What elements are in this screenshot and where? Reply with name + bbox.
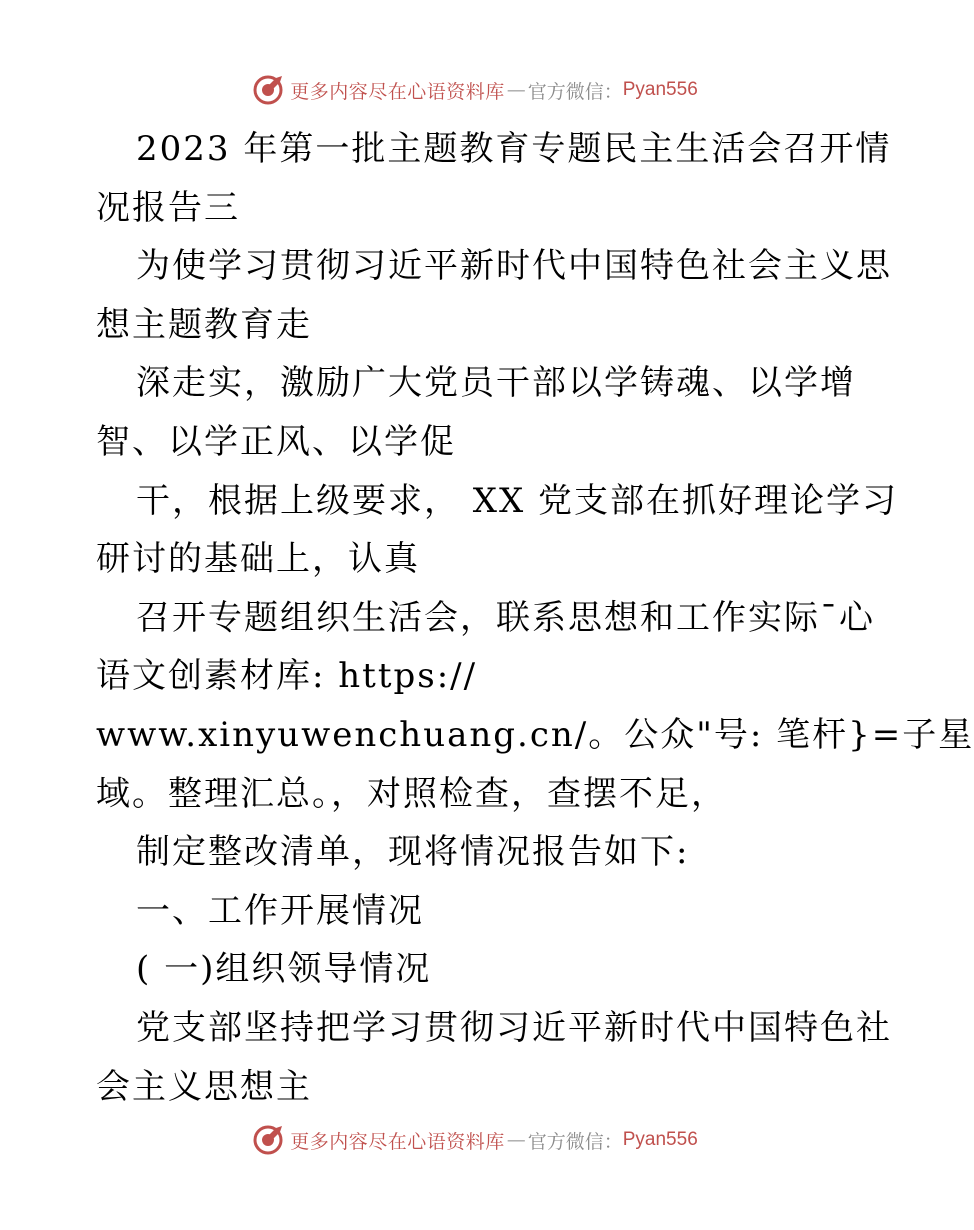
banner-separator: — <box>506 1129 526 1151</box>
text-line: 域。整理汇总。，对照检查，查摆不足， <box>96 773 727 814</box>
banner-wechat-id: Pyan556 <box>622 79 698 100</box>
text-line: 2023 年第一批主题教育专题民主生活会召开情 <box>136 129 892 169</box>
header-banner <box>0 70 950 110</box>
text-line: www.xinyuwenchuang.cn/。公众"号: 笔杆}=子星 <box>96 714 974 755</box>
banner-wechat-id: Pyan556 <box>622 1129 698 1150</box>
text-line: 况报告三 <box>96 187 240 228</box>
document-body <box>96 120 974 1116</box>
quill-circle-logo-icon <box>252 1124 284 1156</box>
text-line: 为使学习贯彻习近平新时代中国特色社会主义思 <box>136 246 892 287</box>
text-line: 召开专题组织生活会，联系思想和工作实际¯心 <box>136 597 875 638</box>
text-line: 研讨的基础上，认真 <box>96 539 420 580</box>
text-line: ( 一)组织领导情况 <box>136 949 432 990</box>
quill-circle-logo-icon <box>252 74 284 106</box>
text-line: 制定整改清单，现将情况报告如下: <box>136 832 690 873</box>
text-line: 深走实，激励广大党员干部以学铸魂、以学增 <box>136 363 856 404</box>
text-line: 想主题教育走 <box>96 304 312 345</box>
banner-text: 更多内容尽在心语资料库 <box>290 1130 505 1153</box>
text-line: 会主义思想主 <box>96 1066 312 1107</box>
text-line: 党支部坚持把学习贯彻习近平新时代中国特色社 <box>136 1007 892 1048</box>
text-line: 一、工作开展情况 <box>136 890 424 931</box>
text-line: 智、以学正风、以学促 <box>96 421 456 462</box>
text-line: 语文创素材库: https:// <box>96 656 478 697</box>
text-line: 干，根据上级要求， XX 党支部在抓好理论学习 <box>136 480 899 521</box>
footer-banner <box>0 1120 950 1160</box>
banner-text: 更多内容尽在心语资料库 <box>290 80 505 103</box>
banner-separator: — <box>506 79 526 101</box>
banner-sub: 官方微信： <box>527 1130 623 1153</box>
banner-sub: 官方微信： <box>527 80 623 103</box>
